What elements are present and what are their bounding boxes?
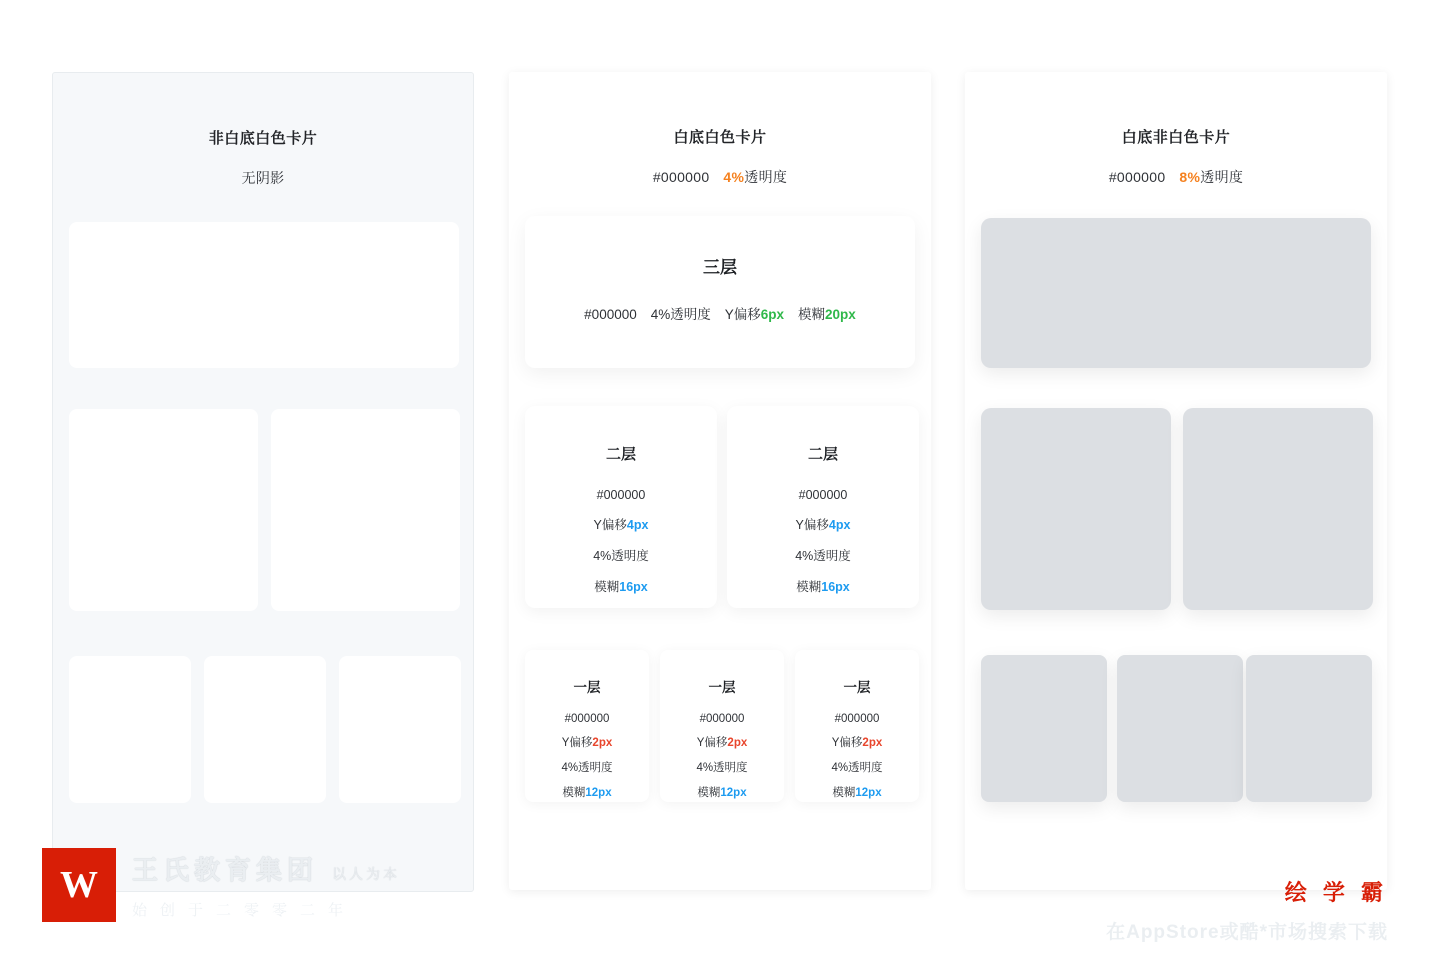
level1-opacity: 4%透明度 [561,762,613,774]
level2-yoffset-value: 4px [626,518,649,532]
level2-blur-value: 16px [821,580,850,594]
card-small-grey-1 [981,655,1107,802]
watermark-founding-year: 始创于二零零二年 [132,902,357,919]
panel-a-subtitle: 无阴影 [241,170,285,186]
level1-color: #000000 [834,713,880,725]
level1-opacity: 4%透明度 [831,762,883,774]
watermark-org-name: 王氏教育集团 [132,855,319,885]
level2-yoffset-label: Y偏移 [593,518,627,532]
panel-b-opacity-value: 4% [723,169,745,185]
level1-opacity: 4%透明度 [696,762,748,774]
level2-yoffset [727,515,919,533]
card-level1-shadow-1 [525,650,649,802]
level1-yoffset [525,734,649,750]
level3-blur-value: 20px [825,307,856,322]
level3-opacity: 4%透明度 [650,307,711,322]
level1-yoffset [795,734,919,750]
level1-blur-value: 12px [585,787,612,799]
card-medium-grey-2 [1183,408,1373,610]
level1-blur-label: 模糊 [562,787,586,799]
level2-blur [525,577,717,595]
wangshi-logo-icon [42,848,116,922]
watermark-brand-name: 绘 学 霸 [1284,880,1388,905]
panel-b-header [509,72,931,187]
level1-yoffset-label: Y偏移 [831,737,863,749]
level2-blur-label: 模糊 [796,580,822,594]
panel-b-color-value: #000000 [652,169,710,185]
card-small-plain-1 [69,656,191,803]
panel-c-title: 白底非白色卡片 [1121,129,1231,146]
card-small-grey-2 [1117,655,1243,802]
level2-color: #000000 [798,488,848,502]
panel-a-header [53,73,473,188]
level1-yoffset-value: 2px [727,737,748,749]
level3-yoffset-value: 6px [760,307,785,322]
card-level2-shadow-2 [727,406,919,608]
card-level3-shadow [525,216,915,368]
level2-label: 二层 [807,446,838,463]
watermark-left-main [132,850,400,887]
watermark-right [1106,876,1388,944]
panel-non-white-background [52,72,474,892]
level2-color: #000000 [596,488,646,502]
level2-blur-label: 模糊 [594,580,620,594]
level3-label: 三层 [703,258,737,277]
level3-spec [525,303,915,323]
watermark-slogan: 以人为本 [332,866,401,882]
level1-yoffset-value: 2px [592,737,613,749]
panel-c-opacity-value: 8% [1179,169,1201,185]
level2-label: 二层 [605,446,636,463]
level1-yoffset-label: Y偏移 [561,737,593,749]
card-large-plain [69,222,459,368]
card-small-plain-2 [204,656,326,803]
level3-color: #000000 [584,307,637,322]
level1-yoffset-label: Y偏移 [696,737,728,749]
level3-blur-label: 模糊 [798,307,826,322]
card-level1-shadow-2 [660,650,784,802]
level1-yoffset [660,734,784,750]
card-large-grey [981,218,1371,368]
level3-yoffset-label: Y偏移 [724,307,761,322]
card-medium-plain-1 [69,409,258,611]
level2-opacity: 4%透明度 [593,549,649,563]
card-small-grey-3 [1246,655,1372,802]
level1-label: 一层 [843,680,871,695]
level1-color: #000000 [699,713,745,725]
level1-blur [525,784,649,800]
panel-a-title: 非白底白色卡片 [208,130,318,147]
card-level1-shadow-3 [795,650,919,802]
level2-blur [727,577,919,595]
panel-b-opacity-suffix: 透明度 [744,169,788,185]
panel-b-subtitle [509,167,931,187]
level2-yoffset-label: Y偏移 [795,518,829,532]
panel-b-title: 白底白色卡片 [673,129,767,146]
card-small-plain-3 [339,656,461,803]
level1-blur [795,784,919,800]
level2-blur-value: 16px [619,580,648,594]
level1-blur-label: 模糊 [832,787,856,799]
level1-blur-value: 12px [855,787,882,799]
watermark-download-tagline: 在AppStore或酷*市场搜索下载 [1106,922,1388,943]
level1-label: 一层 [573,680,601,695]
watermark-left-text [132,848,400,922]
level2-yoffset [525,515,717,533]
level1-color: #000000 [564,713,610,725]
logo-glyph: W [60,864,98,906]
panel-c-color-value: #000000 [1108,169,1166,185]
level2-yoffset-value: 4px [828,518,851,532]
level1-blur-value: 12px [720,787,747,799]
card-level2-shadow-1 [525,406,717,608]
panel-white-on-white [509,72,931,890]
level1-blur-label: 模糊 [697,787,721,799]
level1-label: 一层 [708,680,736,695]
level1-blur [660,784,784,800]
panel-c-header [965,72,1387,187]
panel-c-subtitle [965,167,1387,187]
watermark-left [42,845,400,925]
card-medium-grey-1 [981,408,1171,610]
panel-grey-on-white [965,72,1387,890]
card-medium-plain-2 [271,409,460,611]
level2-opacity: 4%透明度 [795,549,851,563]
panel-c-opacity-suffix: 透明度 [1200,169,1244,185]
level1-yoffset-value: 2px [862,737,883,749]
